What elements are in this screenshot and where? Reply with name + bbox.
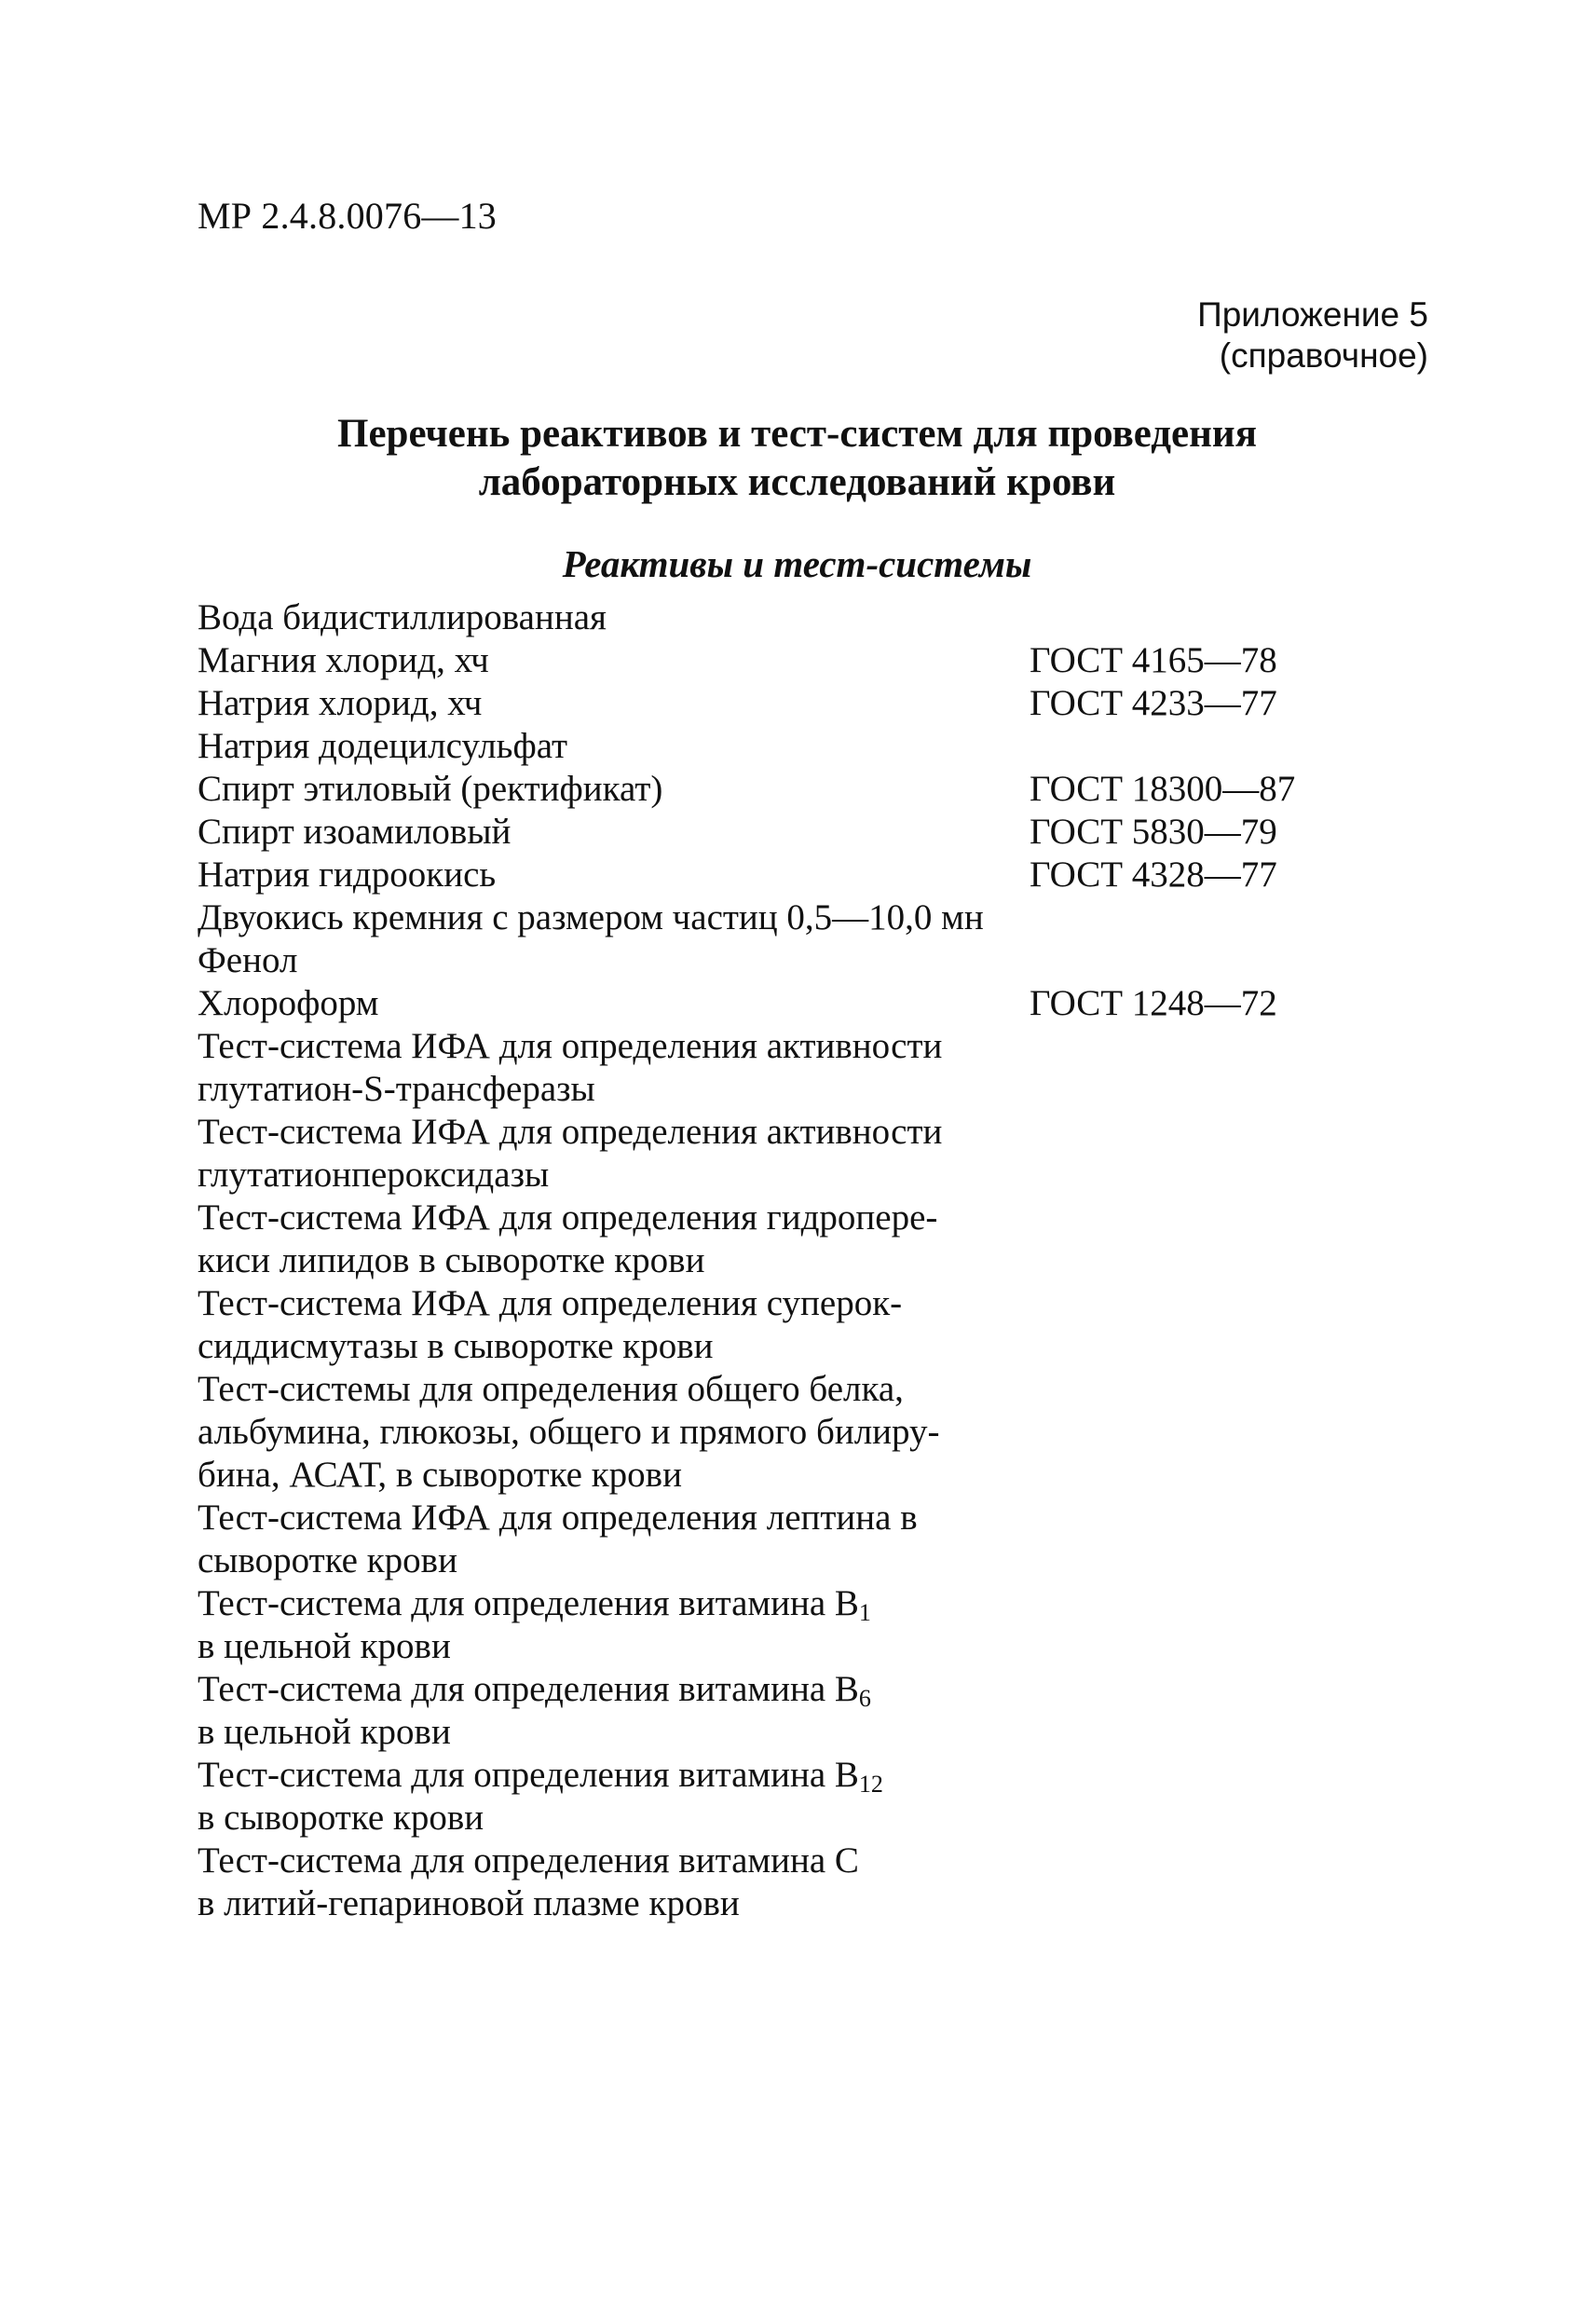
document-code: МР 2.4.8.0076—13 [198,195,498,237]
reagent-name [198,1539,457,1582]
reagent-name [198,1154,549,1197]
reagent-name-text: глутатион-S-трансферазы [198,1069,595,1109]
list-item [198,1625,1399,1668]
list-item [198,1068,1399,1111]
reagent-name [198,1882,740,1925]
reagent-name-text: киси липидов в сыворотке крови [198,1240,705,1280]
list-item [198,1754,1399,1797]
reagent-name-text: в цельной крови [198,1626,451,1666]
reagent-name-text: Хлороформ [198,983,379,1023]
vitamin-subscript: 1 [858,1599,871,1626]
gost-standard: ГОСТ 18300—87 [1030,769,1296,809]
list-item [198,768,1399,811]
reagent-name-text: Тест-системы для определения общего белка, [198,1369,904,1409]
reagent-name-text: Тест-система ИФА для определения суперок- [198,1283,903,1323]
reagent-name-text: Тест-система ИФА для определения активности [198,1026,943,1066]
list-item [198,1539,1399,1582]
reagent-name-text: глутатионпероксидазы [198,1155,550,1195]
reagent-name [198,1797,484,1840]
reagent-list [198,596,1399,1925]
reagent-name-text: Натрия гидроокись [198,855,497,895]
reagent-name [198,896,984,939]
reagent-name [198,1411,940,1454]
list-item [198,982,1399,1025]
reagent-name [198,854,496,896]
list-item [198,1197,1399,1239]
reagent-name-text: Натрия додецилсульфат [198,726,568,766]
reagent-name [198,1582,871,1625]
reagent-name [198,639,489,682]
reagent-name [198,1711,451,1754]
gost-standard: ГОСТ 5830—79 [1030,812,1277,852]
vitamin-subscript: 12 [858,1771,883,1798]
gost-standard: ГОСТ 4328—77 [1030,855,1277,895]
reagent-name [198,1668,871,1711]
appendix-label [1197,294,1428,376]
list-item [198,1111,1399,1154]
reagent-name-text: альбумина, глюкозы, общего и прямого билиру- [198,1412,940,1452]
reagent-name [198,1497,918,1539]
reagent-name-text: Двуокись кремния с размером частиц 0,5—10,0 мн [198,897,984,937]
reagent-name [198,1840,859,1882]
reagent-name [198,1282,902,1325]
list-item [198,1582,1399,1625]
list-item [198,854,1399,896]
reagent-name-text: бина, АСАТ, в сыворотке крови [198,1455,682,1495]
reagent-name-text: в сыворотке крови [198,1798,484,1838]
reagent-name-text: Тест-система ИФА для определения активности [198,1112,943,1152]
reagent-name-text: Спирт этиловый (ректификат) [198,769,663,809]
gost-standard: ГОСТ 4233—77 [1030,683,1277,723]
list-item [198,896,1399,939]
reagent-name [198,1454,682,1497]
list-item [198,1239,1399,1282]
reagent-name-text: в литий-гепариновой плазме крови [198,1883,740,1923]
reagent-name [198,1239,704,1282]
reagent-name [198,1625,451,1668]
list-item [198,1840,1399,1882]
title-line-2: лабораторных исследований крови [478,460,1116,504]
reagent-name-text: Натрия хлорид, хч [198,683,483,723]
reagent-name [198,768,662,811]
list-item [198,682,1399,725]
reagent-name-text: сиддисмутазы в сыворотке крови [198,1326,714,1366]
appendix-number: Приложение 5 [1197,295,1428,334]
reagent-name-text: Тест-система для определения витамина B [198,1669,859,1709]
list-item [198,1668,1399,1711]
list-item [198,596,1399,639]
list-item [198,725,1399,768]
list-item [198,1797,1399,1840]
reagent-name [198,939,297,982]
reagent-name-text: в цельной крови [198,1712,451,1752]
reagent-name [198,1325,714,1368]
appendix-type: (справочное) [1219,336,1428,375]
reagent-name [198,1368,904,1411]
list-item [198,639,1399,682]
reagent-name-text: Тест-система для определения витамина B [198,1755,859,1795]
title-line-1: Перечень реактивов и тест-систем для проведения [337,412,1257,456]
reagent-name [198,596,607,639]
reagent-name [198,811,511,854]
list-item [198,1154,1399,1197]
reagent-name [198,1111,942,1154]
page-title [280,410,1315,507]
list-item [198,939,1399,982]
reagent-name [198,682,482,725]
gost-standard: ГОСТ 1248—72 [1030,983,1277,1023]
list-item [198,1411,1399,1454]
reagent-name [198,1068,595,1111]
list-item [198,1497,1399,1539]
reagent-name [198,725,567,768]
reagent-name-text: Тест-система ИФА для определения лептина в [198,1498,918,1538]
section-heading: Реактивы и тест-системы [562,542,1032,585]
list-item [198,811,1399,854]
list-item [198,1025,1399,1068]
reagent-name [198,982,379,1025]
list-item [198,1454,1399,1497]
reagent-name-text: Магния хлорид, хч [198,640,489,680]
vitamin-subscript: 6 [858,1685,871,1712]
reagent-name [198,1197,937,1239]
list-item [198,1282,1399,1325]
list-item [198,1368,1399,1411]
reagent-name-text: Фенол [198,940,298,980]
reagent-name-text: Спирт изоамиловый [198,812,512,852]
reagent-name-text: Вода бидистиллированная [198,597,607,637]
gost-standard: ГОСТ 4165—78 [1030,640,1277,680]
reagent-name [198,1754,883,1797]
reagent-name-text: Тест-система ИФА для определения гидропере- [198,1197,938,1238]
reagent-name-text: сыворотке крови [198,1540,457,1580]
list-item [198,1325,1399,1368]
reagent-name-text: Тест-система для определения витамина С [198,1840,859,1881]
reagent-name-text: Тест-система для определения витамина B [198,1583,859,1623]
list-item [198,1882,1399,1925]
list-item [198,1711,1399,1754]
reagent-name [198,1025,942,1068]
